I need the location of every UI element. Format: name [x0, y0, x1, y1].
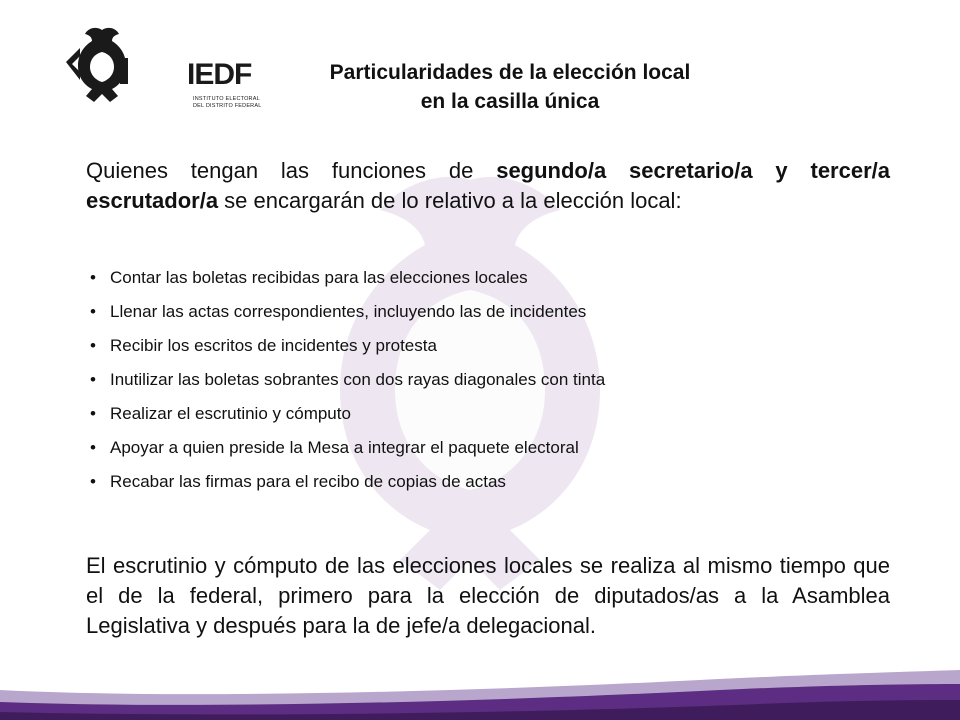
list-item: • Apoyar a quien preside la Mesa a integrar el paquete electoral	[86, 438, 896, 472]
logo-subtitle-line: DEL DISTRITO FEDERAL	[193, 102, 262, 109]
intro-paragraph	[86, 156, 890, 216]
intro-bold-text: segundo/a secretario/a y tercer/a escrutador/a	[86, 158, 890, 213]
iedf-logo	[62, 22, 262, 109]
list-item: • Realizar el escrutinio y cómputo	[86, 404, 896, 438]
slide-title	[300, 58, 720, 116]
title-line-1: Particularidades de la elección local	[329, 61, 691, 84]
list-item: • Inutilizar las boletas sobrantes con dos rayas diagonales con tinta	[86, 370, 896, 404]
dove-logo-icon	[62, 22, 204, 108]
intro-text-1: Quienes tengan las funciones de	[86, 158, 497, 183]
task-list	[86, 268, 896, 506]
title-line-2: en la casilla única	[420, 90, 600, 113]
logo-subtitle	[193, 96, 273, 109]
logo-subtitle-line: INSTITUTO ELECTORAL	[193, 96, 260, 102]
list-item: • Recabar las firmas para el recibo de copias de actas	[86, 472, 896, 506]
list-item: • Contar las boletas recibidas para las elecciones locales	[86, 268, 896, 302]
logo-wordmark: IEDF	[187, 58, 252, 91]
list-item: • Recibir los escritos de incidentes y protesta	[86, 336, 896, 370]
closing-paragraph: El escrutinio y cómputo de las elecciones locales se realiza al mismo tiempo que el de la federal, primero para la elección de diputados/as a la Asamblea Legislativa y después para la de jefe/a delegacional.	[86, 553, 890, 638]
footer-swoosh	[0, 660, 960, 720]
intro-text-2: se encargarán de lo relativo a la elección local:	[218, 188, 682, 213]
list-item: • Llenar las actas correspondientes, incluyendo las de incidentes	[86, 302, 896, 336]
